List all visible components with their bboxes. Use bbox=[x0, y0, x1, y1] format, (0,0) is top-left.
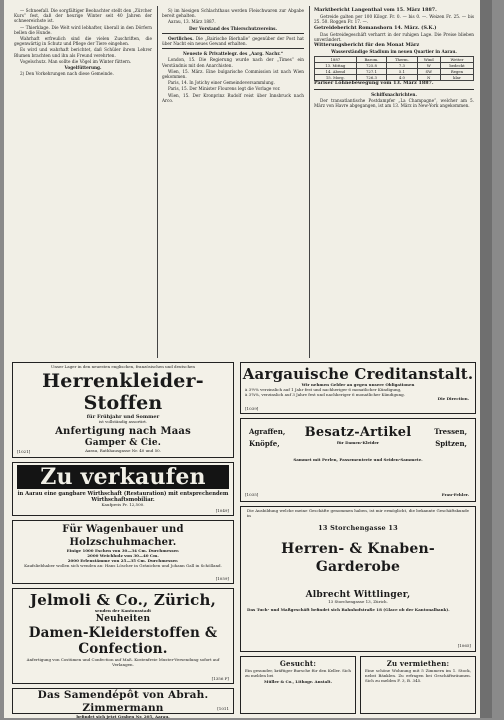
heading: Vogelfütterung. bbox=[64, 65, 102, 71]
paragraph: 2) Den Vorkehrungen nach diese Gemeinde. bbox=[20, 71, 114, 77]
weather-table bbox=[314, 56, 474, 82]
ad-intro: Unser Lager in den neuesten englischen, französischen und deutschen bbox=[51, 364, 195, 369]
ad-right-word: Spitzen, bbox=[435, 439, 467, 448]
ad-title: Herren- & Knaben-Garderobe bbox=[281, 540, 435, 575]
heading: Witterungsbericht für den Monat März bbox=[314, 42, 420, 49]
ad-title: Für Wagenbauer und Holzschuhmacher. bbox=[62, 524, 184, 548]
ad-text: Ein gesunder, kräftiger Bursche für den Keller. Sich zu melden bei bbox=[245, 668, 351, 678]
paragraph: S) im hiesigen Schlachthaus werden Fleischwaren zur Abgabe bereit gehalten. bbox=[162, 8, 304, 19]
table-cell: N bbox=[417, 75, 440, 81]
ad-left-word: Agraffen, bbox=[249, 427, 286, 436]
ad-number: [1065] bbox=[457, 643, 471, 649]
column-divider bbox=[309, 6, 310, 358]
ad-item: 2000 Weichholz von 30—40 Cm. bbox=[87, 552, 159, 558]
heading: Der Vorstand des Thierschutzvereins. bbox=[188, 25, 277, 31]
ad-subtitle: für Damen-Kleider bbox=[336, 440, 380, 445]
heading: Pariser Löhnebewegung vom 13. März 1887. bbox=[314, 80, 434, 87]
ad-number: [1035] bbox=[245, 492, 259, 498]
paragraph: — Thierklage. Die Welt wird lebhafter, überall in den Dörfern bellen die Hunde. bbox=[14, 24, 152, 35]
table-cell: bedeckt bbox=[440, 62, 473, 68]
newspaper-page bbox=[4, 0, 492, 718]
ad-small: Anfertigung von Costümen und Confection auf Maß. Kostenfreie Muster-Versendung sofort auf Verlangen. bbox=[26, 656, 220, 667]
news-line: Paris, 14. In Jotichy einer Gemeindeversammlung. bbox=[168, 80, 275, 86]
ad-price: Kaufpreis Fr. 12,500. bbox=[101, 502, 145, 507]
table-cell: klar bbox=[440, 75, 473, 81]
ad-line: Wir nehmen Gelder an gegen unsere Obligationen bbox=[301, 382, 415, 387]
table-cell: 7.3 bbox=[387, 62, 417, 68]
divider bbox=[314, 89, 474, 90]
table-cell: SW bbox=[417, 69, 440, 75]
column-divider bbox=[157, 6, 158, 358]
table-cell: 726.3 bbox=[356, 75, 387, 81]
ad-left-word: Knöpfe, bbox=[249, 439, 280, 448]
heading: Wasserständige Stadium im neuen Quartier in Aarau. bbox=[331, 49, 457, 55]
heading: Marktbericht Langenthal vom 15. März 1887. bbox=[314, 7, 437, 13]
paragraph: Es wird und wahrhaft berichtet, daß Schüler ihrem Lehrer Blumen brachten und ihn als Freund verehrten. bbox=[14, 47, 152, 58]
ad-line: Anfertigung nach Maas bbox=[55, 425, 191, 437]
ad-intro: Die Ausbildung welche meine Geschäfte genommen haben, ist mir ermöglicht, die bekannte Geschäftskunde in bbox=[247, 508, 469, 518]
ad-big: Damen-Kleiderstoffen & Confection. bbox=[28, 624, 218, 657]
divider bbox=[162, 48, 304, 49]
ad-jelmoli bbox=[12, 588, 234, 684]
paragraph: Vogelschutz. Man sollte die Vögel im Winter füttern. bbox=[20, 58, 132, 64]
ad-address: 13 Storchengasse 13, Zürich. bbox=[328, 598, 388, 604]
ad-wittlinger bbox=[240, 506, 476, 652]
ad-title: Zu verkaufen bbox=[17, 465, 229, 489]
table-cell: 13. Mittag bbox=[315, 62, 357, 68]
page-gutter bbox=[480, 0, 492, 718]
table-cell: 727.1 bbox=[356, 69, 387, 75]
ad-text: Eine schöne Wohnung mit 5 Zimmern im 1. Stock, nebst Bänklen. Zu erfragen bei Geschäftsräumen. Sich zu melden F. 3, B. 345. bbox=[365, 668, 471, 683]
ad-line: à 3½% verzinslich auf 1 Jahr fest und nachheriger 6 monatlicher Kündigung, bbox=[245, 386, 402, 392]
ad-title: Jelmoli & Co., Zürich, bbox=[29, 591, 217, 609]
ad-gesucht bbox=[240, 656, 356, 714]
table-header: Barom. bbox=[356, 56, 387, 62]
ad-line: à 3¾%, verzinslich auf 3 Jahre fest und nachheriger 6 monatlicher Kündigung. bbox=[245, 391, 406, 397]
table-cell: 4.0 bbox=[387, 75, 417, 81]
ad-footer: Das Tuch- und Maßgeschäft befindet sich Bahnhofstraße 18 (Glace ob der Kantonalbank). bbox=[247, 607, 450, 613]
ad-name: Müller & Co., Lithogr. Anstalt. bbox=[264, 678, 332, 684]
ad-head: 13 Storchengasse 13 bbox=[318, 523, 398, 532]
paragraph bbox=[162, 36, 304, 46]
table-header: Wetter bbox=[440, 56, 473, 62]
ad-new: Neuheiten bbox=[95, 613, 151, 624]
ad-title: Gesucht: bbox=[279, 659, 317, 668]
right-column bbox=[314, 8, 474, 109]
ad-title: Zu vermiethen: bbox=[386, 659, 450, 668]
ad-item: 2000 Erlenstämme von 25—35 Cm. Durchmesser. bbox=[67, 557, 179, 563]
ad-besatz-artikel bbox=[240, 418, 476, 502]
ad-creditanstalt bbox=[240, 362, 476, 414]
news-line: Wien, 15. März. Eine bulgarische Commission ist nach Wien gekommen. bbox=[162, 68, 304, 80]
ad-footer: Kaufsliebhaber wollen sich wenden an: Hans Löscher in Gränichen und Johann Gall in Schölland. bbox=[24, 563, 222, 569]
heading: Getreidebericht Romanshorn 14. März. (S.K.) bbox=[314, 24, 437, 31]
ad-subtitle: in Aarau eine gangbare Wirthschaft (Restauration) mit entsprechendem Wirthschaftsmobiliar. bbox=[17, 491, 229, 503]
ad-number: [1011 bbox=[217, 706, 229, 712]
ad-vermiethen bbox=[360, 656, 476, 714]
left-column bbox=[14, 8, 152, 77]
ad-number: [1049] bbox=[215, 508, 229, 514]
ad-herrenkleider bbox=[12, 362, 234, 458]
ad-address: Aarau, Rathhausgasse Nr. 40 und 50. bbox=[85, 447, 161, 453]
ad-samendepot bbox=[12, 688, 234, 719]
ad-number: [1356 F] bbox=[211, 676, 229, 682]
ad-subtitle: für Frühjahr und Sommer bbox=[86, 413, 160, 420]
ad-zu-verkaufen bbox=[12, 462, 234, 516]
ad-line: Sammet mit Perlen, Passementerie und Seiden-Sammete. bbox=[293, 456, 423, 462]
paragraph: Wahrhaft erfreulich sind die vielen Zuschriften, die gegenwärtig in Schutz und Pflege der Tiere eingehen. bbox=[14, 36, 152, 47]
ad-sign: Die Direction. bbox=[437, 396, 469, 402]
ad-subtitle: befindet sich jetzt Graben Nr. 205, Aarau. bbox=[76, 714, 170, 719]
ad-subtitle: senden der Kantonsstadt bbox=[94, 608, 152, 613]
heading: Oertliches. bbox=[168, 35, 194, 41]
ad-sign: Frau-Fehler. bbox=[441, 492, 469, 498]
table-header: 1887 bbox=[315, 56, 357, 62]
table-header: Wind bbox=[417, 56, 440, 62]
paragraph-text: Die „Bairische Bierhalle“ gegenüber der Post hat über Nacht ein neues Gewand erhalten. bbox=[162, 35, 304, 47]
table-cell: 15. Morg. bbox=[315, 75, 357, 81]
heading: Neueste & Privattelegr. des „Aarg. Nachr.“ bbox=[182, 51, 284, 57]
paragraph: Getreide galten per 100 Kilogr. Fr. 0. — bis 0. —. Weizen Fr. 25. — bis 25. 50. Roggen Fr. 17. —. bbox=[314, 14, 474, 25]
paragraph: Das Getreidegeschäft verharrt in der ruhigen Lage. Die Preise blieben unverändert. bbox=[314, 31, 474, 43]
table-cell: W bbox=[417, 62, 440, 68]
ad-title: Aargauische Creditanstalt. bbox=[242, 365, 474, 383]
table-cell: Regen bbox=[440, 69, 473, 75]
paragraph: Der transatlantische Postdampfer „La Champagne“, welcher am 5. März von Havre abgegangen, ist am 13. März in New-York angekommen. bbox=[314, 97, 474, 109]
ad-right-word: Tressen, bbox=[434, 427, 467, 436]
heading: Schiffsnachrichten. bbox=[371, 91, 417, 97]
ad-number: [1021] bbox=[17, 449, 31, 455]
ad-wagenbauer bbox=[12, 520, 234, 584]
ad-subtitle: ist vollständig assortirt. bbox=[98, 418, 148, 424]
news-line: London, 15. Die Regierung wurde nach der „Times“ ein Verständnis mit den Anarchisten. bbox=[162, 57, 304, 68]
ad-firm: Gamper & Cie. bbox=[84, 437, 162, 448]
ad-number: [1039] bbox=[245, 406, 259, 412]
middle-column bbox=[162, 8, 304, 104]
divider bbox=[162, 33, 304, 34]
table-cell: 725.8 bbox=[356, 62, 387, 68]
news-line: Wien, 15. Der Kronprinz Rudolf reist über Innsbruck nach Arco. bbox=[162, 92, 304, 103]
paragraph: — Schneefall. Die sorgfältiger Beobachter stellt den „Zürcher Kurs“ fest, daß der heurige Winter seit 40 Jahren der schneereichste ist. bbox=[14, 8, 152, 24]
ad-title: Das Samendépôt von Abrah. Zimmermann bbox=[37, 689, 209, 714]
news-line: Paris, 15. Der Minister Flourens legt die Vorlage vor. bbox=[168, 86, 281, 92]
table-cell: 14. Abend bbox=[315, 69, 357, 75]
ad-item: Einige 1000 Eschen von 30—34 Cm. Durchmesser. bbox=[66, 548, 180, 553]
ad-name: Albrecht Wittlinger, bbox=[305, 589, 411, 600]
ad-title: Herrenkleider-Stoffen bbox=[42, 369, 204, 414]
ad-number: [1059] bbox=[215, 576, 229, 582]
ad-title: Besatz-Artikel bbox=[304, 425, 412, 440]
paragraph: Aarau, 13. März 1887. bbox=[168, 19, 216, 25]
table-cell: 5.1 bbox=[387, 69, 417, 75]
table-header: Therm. bbox=[387, 56, 417, 62]
